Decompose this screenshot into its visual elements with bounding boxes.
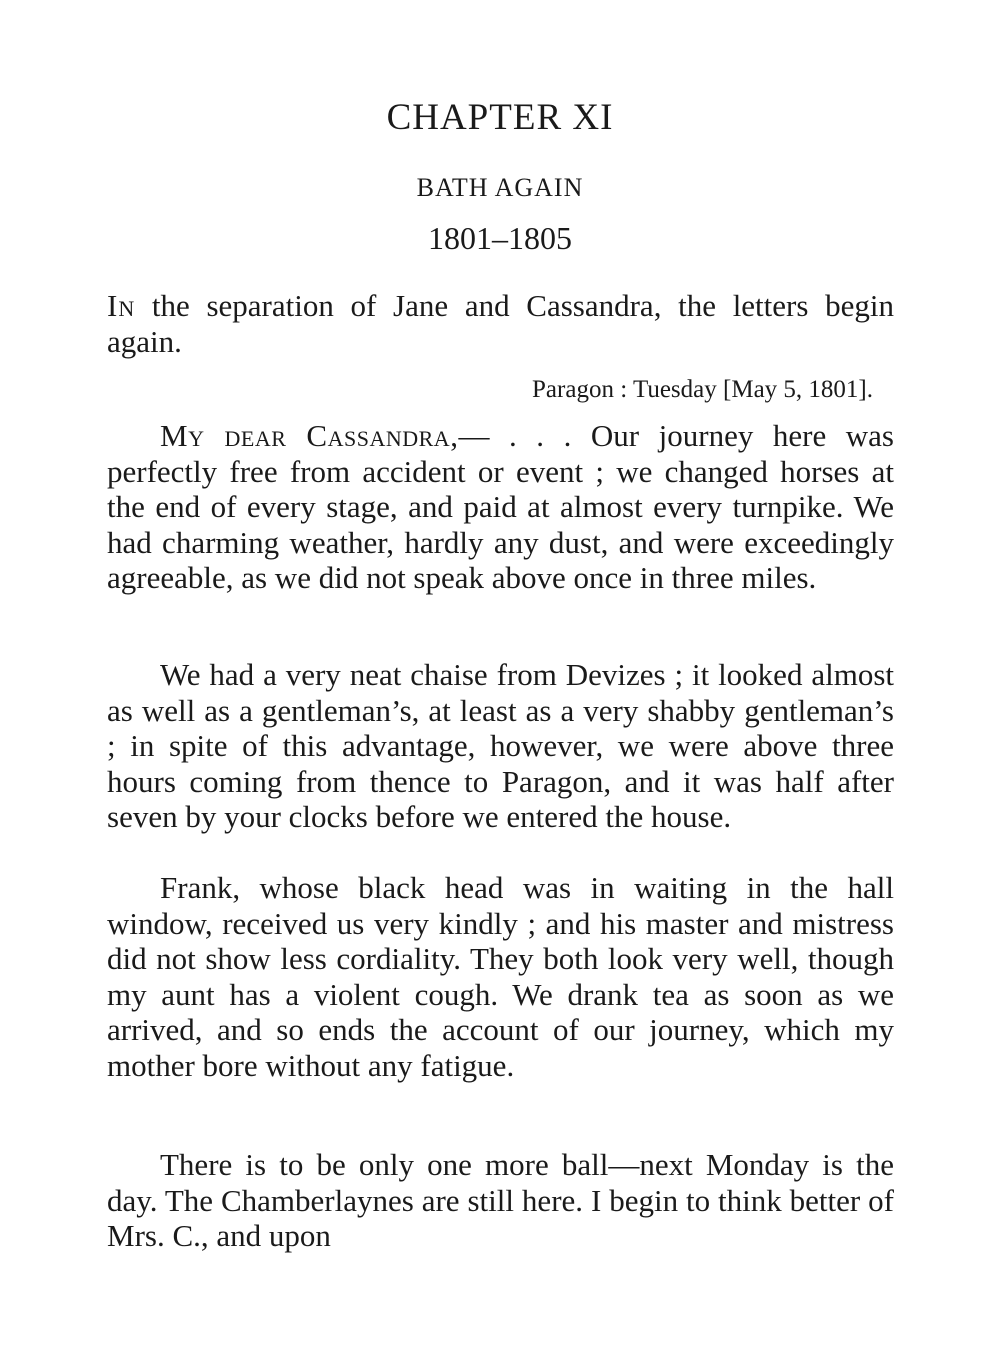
letter-paragraph-2: We had a very neat chaise from Devizes ; it looked almost as well as a gentleman’s, at least as a very shabby gentleman’s ; in spite of this advantage, however, we were above three hours coming from thence to Paragon, and it was half after seven by your clocks before we entered the house. bbox=[107, 657, 894, 835]
letter-paragraph-1-text: — . . . Our journey here was perfectly free from accident or event ; we changed horses at the end of every stage, and paid at almost every turnpike. We had charming weather, hardly any dust, and were exceedingly agreeable, as we did not speak above once in three miles. bbox=[107, 418, 894, 596]
letter-salutation: My dear Cassandra, bbox=[160, 418, 459, 453]
intro-text: the separation of Jane and Cassandra, the letters begin again. bbox=[107, 288, 894, 359]
letter-paragraph-1 bbox=[107, 418, 894, 596]
chapter-title: CHAPTER XI bbox=[386, 97, 614, 138]
letter-dateline: Paragon : Tuesday [May 5, 1801]. bbox=[532, 376, 873, 403]
chapter-subtitle: BATH AGAIN bbox=[416, 173, 584, 202]
letter-paragraph-4: There is to be only one more ball—next Monday is the day. The Chamberlaynes are still here. I begin to think better of Mrs. C., and upon bbox=[107, 1147, 894, 1254]
letter-paragraph-3: Frank, whose black head was in waiting in the hall window, received us very kindly ; and his master and mistress did not show less cordiality. They both look very well, though my aunt has a violent cough. We drank tea as soon as we arrived, and so ends the account of our journey, which my mother bore without any fatigue. bbox=[107, 870, 894, 1083]
intro-lead-word: In bbox=[107, 288, 136, 323]
intro-paragraph bbox=[107, 288, 894, 359]
chapter-date-range: 1801–1805 bbox=[428, 220, 572, 256]
